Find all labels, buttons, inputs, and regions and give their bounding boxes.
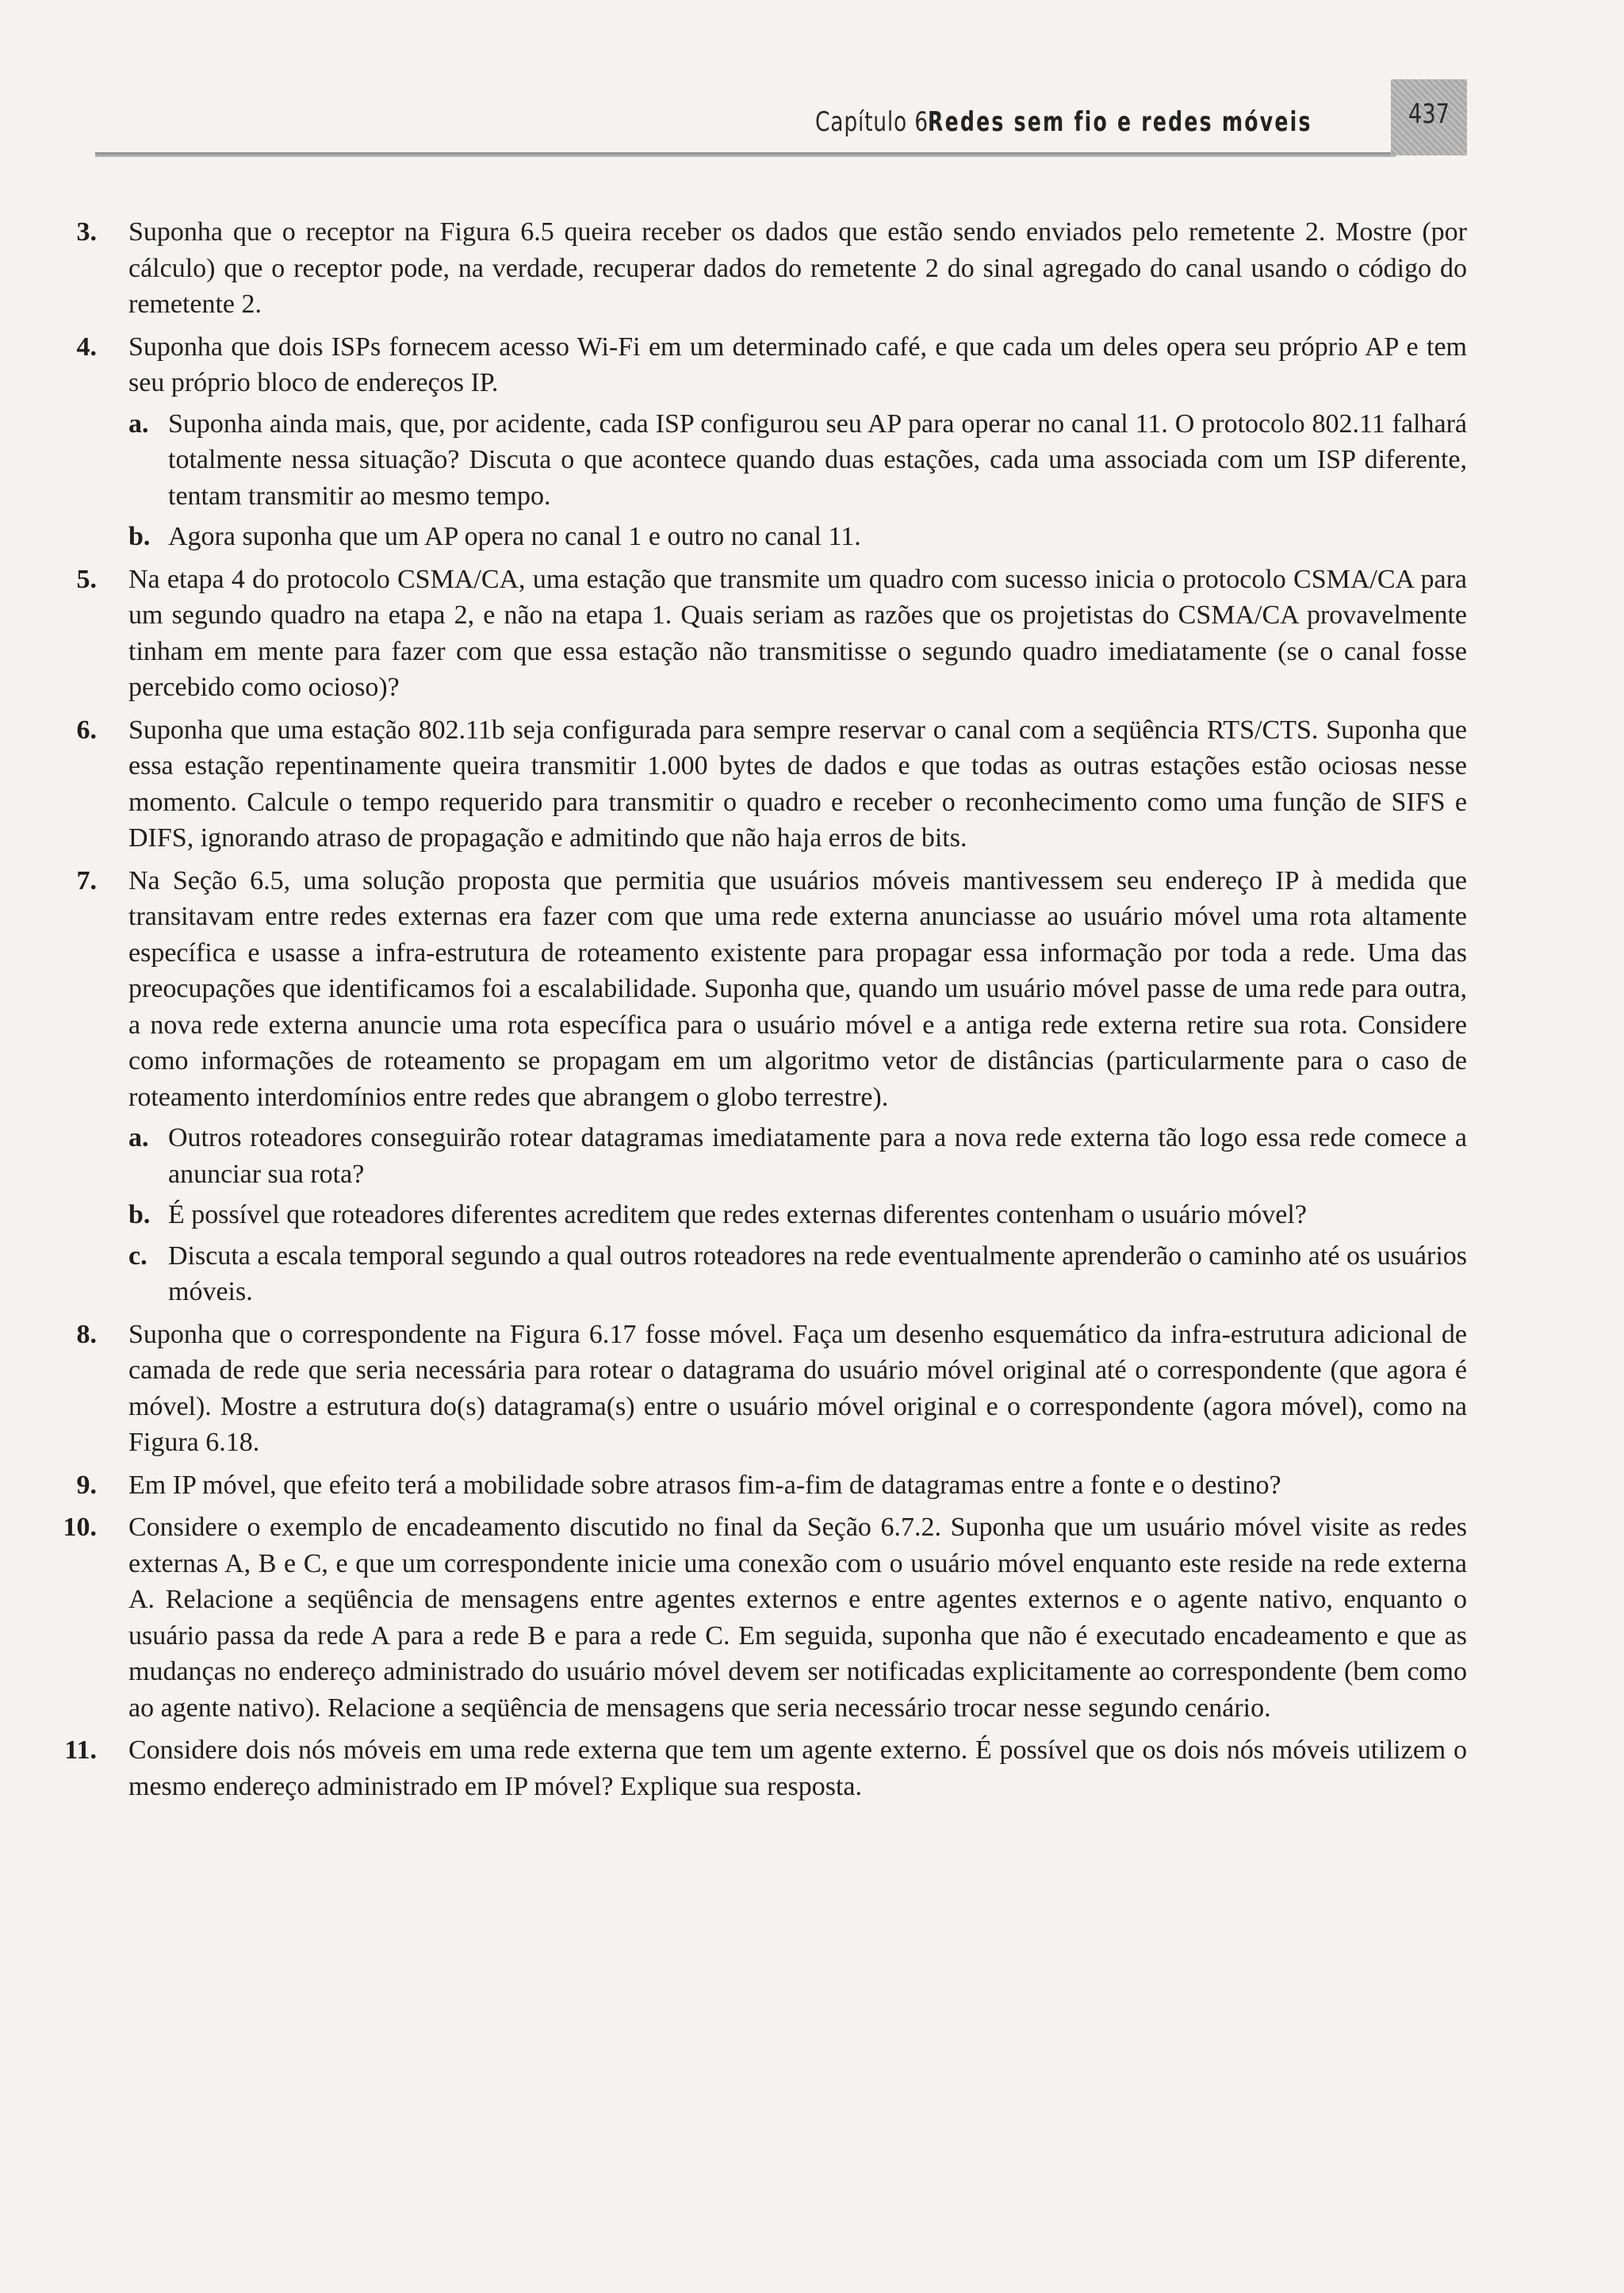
exercise-number: 6. [76,715,97,745]
exercise-text: Na etapa 4 do protocolo CSMA/CA, uma estação que transmite um quadro com sucesso inicia o protocolo CSMA/CA para um segundo quadro na etapa 2, e não na etapa 1. Quais seriam as razões que os projetistas do CSMA/CA provavelmente tinham em mente para fazer com que essa estação não transmitisse o segundo quadro imediatamente (se o canal fosse percebido como ocioso)? [128,564,1467,702]
exercise-number: 3. [76,217,97,247]
exercise-3 [56,214,1467,323]
sub-letter: a. [128,408,149,439]
exercise-number: 11. [64,1735,97,1765]
sub-question-b [128,519,1467,555]
exercise-number: 7. [76,865,97,895]
exercise-6 [56,712,1467,857]
exercise-number: 10. [63,1513,97,1542]
exercise-list [56,214,1467,1811]
exercise-number: 8. [76,1319,97,1349]
sub-letter: b. [128,522,151,551]
sub-text: Agora suponha que um AP opera no canal 1 e outro no canal 11. [168,522,861,551]
exercise-number: 5. [76,564,97,594]
sub-question-a [128,1120,1467,1192]
sub-letter: a. [128,1123,149,1152]
exercise-text: Suponha que uma estação 802.11b seja configurada para sempre reservar o canal com a seqüência RTS/CTS. Suponha que essa estação repentinamente queira transmitir 1.000 bytes de dados e que todas as outras estações estão ociosas nesse momento. Calcule o tempo requerido para transmitir o quadro e receber o reconhecimento como uma função de SIFS e DIFS, ignorando atraso de propagação e admitindo que não haja erros de bits. [128,715,1467,853]
exercise-number: 9. [76,1470,97,1500]
sub-text: É possível que roteadores diferentes acreditem que redes externas diferentes contenham o usuário móvel? [168,1200,1307,1229]
chapter-label: Capítulo 6 [815,106,929,138]
page-number: 437 [1408,98,1450,130]
page-header [95,102,1459,149]
sub-text: Discuta a escala temporal segundo a qual outros roteadores na rede eventualmente aprenderão o caminho até os usuários móveis. [168,1240,1467,1306]
exercise-text: Suponha que o correspondente na Figura 6.17 fosse móvel. Faça um desenho esquemático da infra-estrutura adicional de camada de rede que seria necessária para rotear o datagrama do usuário móvel original até o correspondente (que agora é móvel). Mostre a estrutura do(s) datagrama(s) entre o usuário móvel original e o correspondente (agora móvel), como na Figura 6.18. [128,1319,1467,1457]
exercise-text: Considere o exemplo de encadeamento discutido no final da Seção 6.7.2. Suponha que um usuário móvel visite as redes externas A, B e C, e que um correspondente inicie uma conexão com o usuário móvel enquanto este reside na rede externa A. Relacione a seqüência de mensagens entre agentes externos e entre agentes externos e o agente nativo, enquanto o usuário passa da rede A para a rede B e para a rede C. Em seguida, suponha que não é executado encadeamento e que as mudanças no endereço administrado do usuário móvel devem ser notificadas explicitamente ao correspondente (bem como ao agente nativo). Relacione a seqüência de mensagens que seria necessário trocar nesse segundo cenário. [128,1513,1467,1723]
exercise-number: 4. [76,332,97,362]
header-rule [95,152,1396,157]
exercise-9 [56,1467,1467,1504]
exercise-4 [56,329,1467,555]
exercise-7 [56,863,1467,1310]
exercise-5 [56,562,1467,706]
page-number-box [1391,79,1467,155]
exercise-text: Suponha que dois ISPs fornecem acesso Wi-Fi em um determinado café, e que cada um deles opera seu próprio AP e tem seu próprio bloco de endereços IP. [128,332,1467,397]
sub-question-c [128,1238,1467,1310]
exercise-text: Suponha que o receptor na Figura 6.5 queira receber os dados que estão sendo enviados pelo remetente 2. Mostre (por cálculo) que o receptor pode, na verdade, recuperar dados do remetente 2 do sinal agregado do canal usando o código do remetente 2. [128,217,1467,319]
sub-question-b [128,1197,1467,1233]
sub-letter: b. [128,1200,151,1229]
sub-text: Outros roteadores conseguirão rotear datagramas imediatamente para a nova rede externa tão logo essa rede comece a anunciar sua rota? [168,1123,1467,1189]
section-title: Redes sem fio e redes móveis [928,106,1312,138]
exercise-text: Em IP móvel, que efeito terá a mobilidade sobre atrasos fim-a-fim de datagramas entre a fonte e o destino? [128,1470,1281,1500]
sub-letter: c. [128,1240,147,1271]
sub-text: Suponha ainda mais, que, por acidente, cada ISP configurou seu AP para operar no canal 11. O protocolo 802.11 falhará totalmente nessa situação? Discuta o que acontece quando duas estações, cada uma associada com um ISP diferente, tentam transmitir ao mesmo tempo. [168,408,1467,511]
sub-question-a [128,406,1467,515]
exercise-8 [56,1317,1467,1461]
exercise-11 [56,1732,1467,1804]
exercise-text: Na Seção 6.5, uma solução proposta que permitia que usuários móveis mantivessem seu endereço IP à medida que transitavam entre redes externas era fazer com que uma rede externa anunciasse ao usuário móvel uma rota altamente específica e usasse a infra-estrutura de roteamento existente para propagar essa informação por toda a rede. Uma das preocupações que identificamos foi a escalabilidade. Suponha que, quando um usuário móvel passe de uma rede para outra, a nova rede externa anuncie uma rota específica para o usuário móvel e a antiga rede externa retire sua rota. Considere como informações de roteamento se propagam em um algoritmo vetor de distâncias (particularmente para o caso de roteamento interdomínios entre redes que abrangem o globo terrestre). [128,865,1467,1112]
exercise-text: Considere dois nós móveis em uma rede externa que tem um agente externo. É possível que os dois nós móveis utilizem o mesmo endereço administrado em IP móvel? Explique sua resposta. [128,1735,1467,1801]
exercise-10 [56,1509,1467,1726]
